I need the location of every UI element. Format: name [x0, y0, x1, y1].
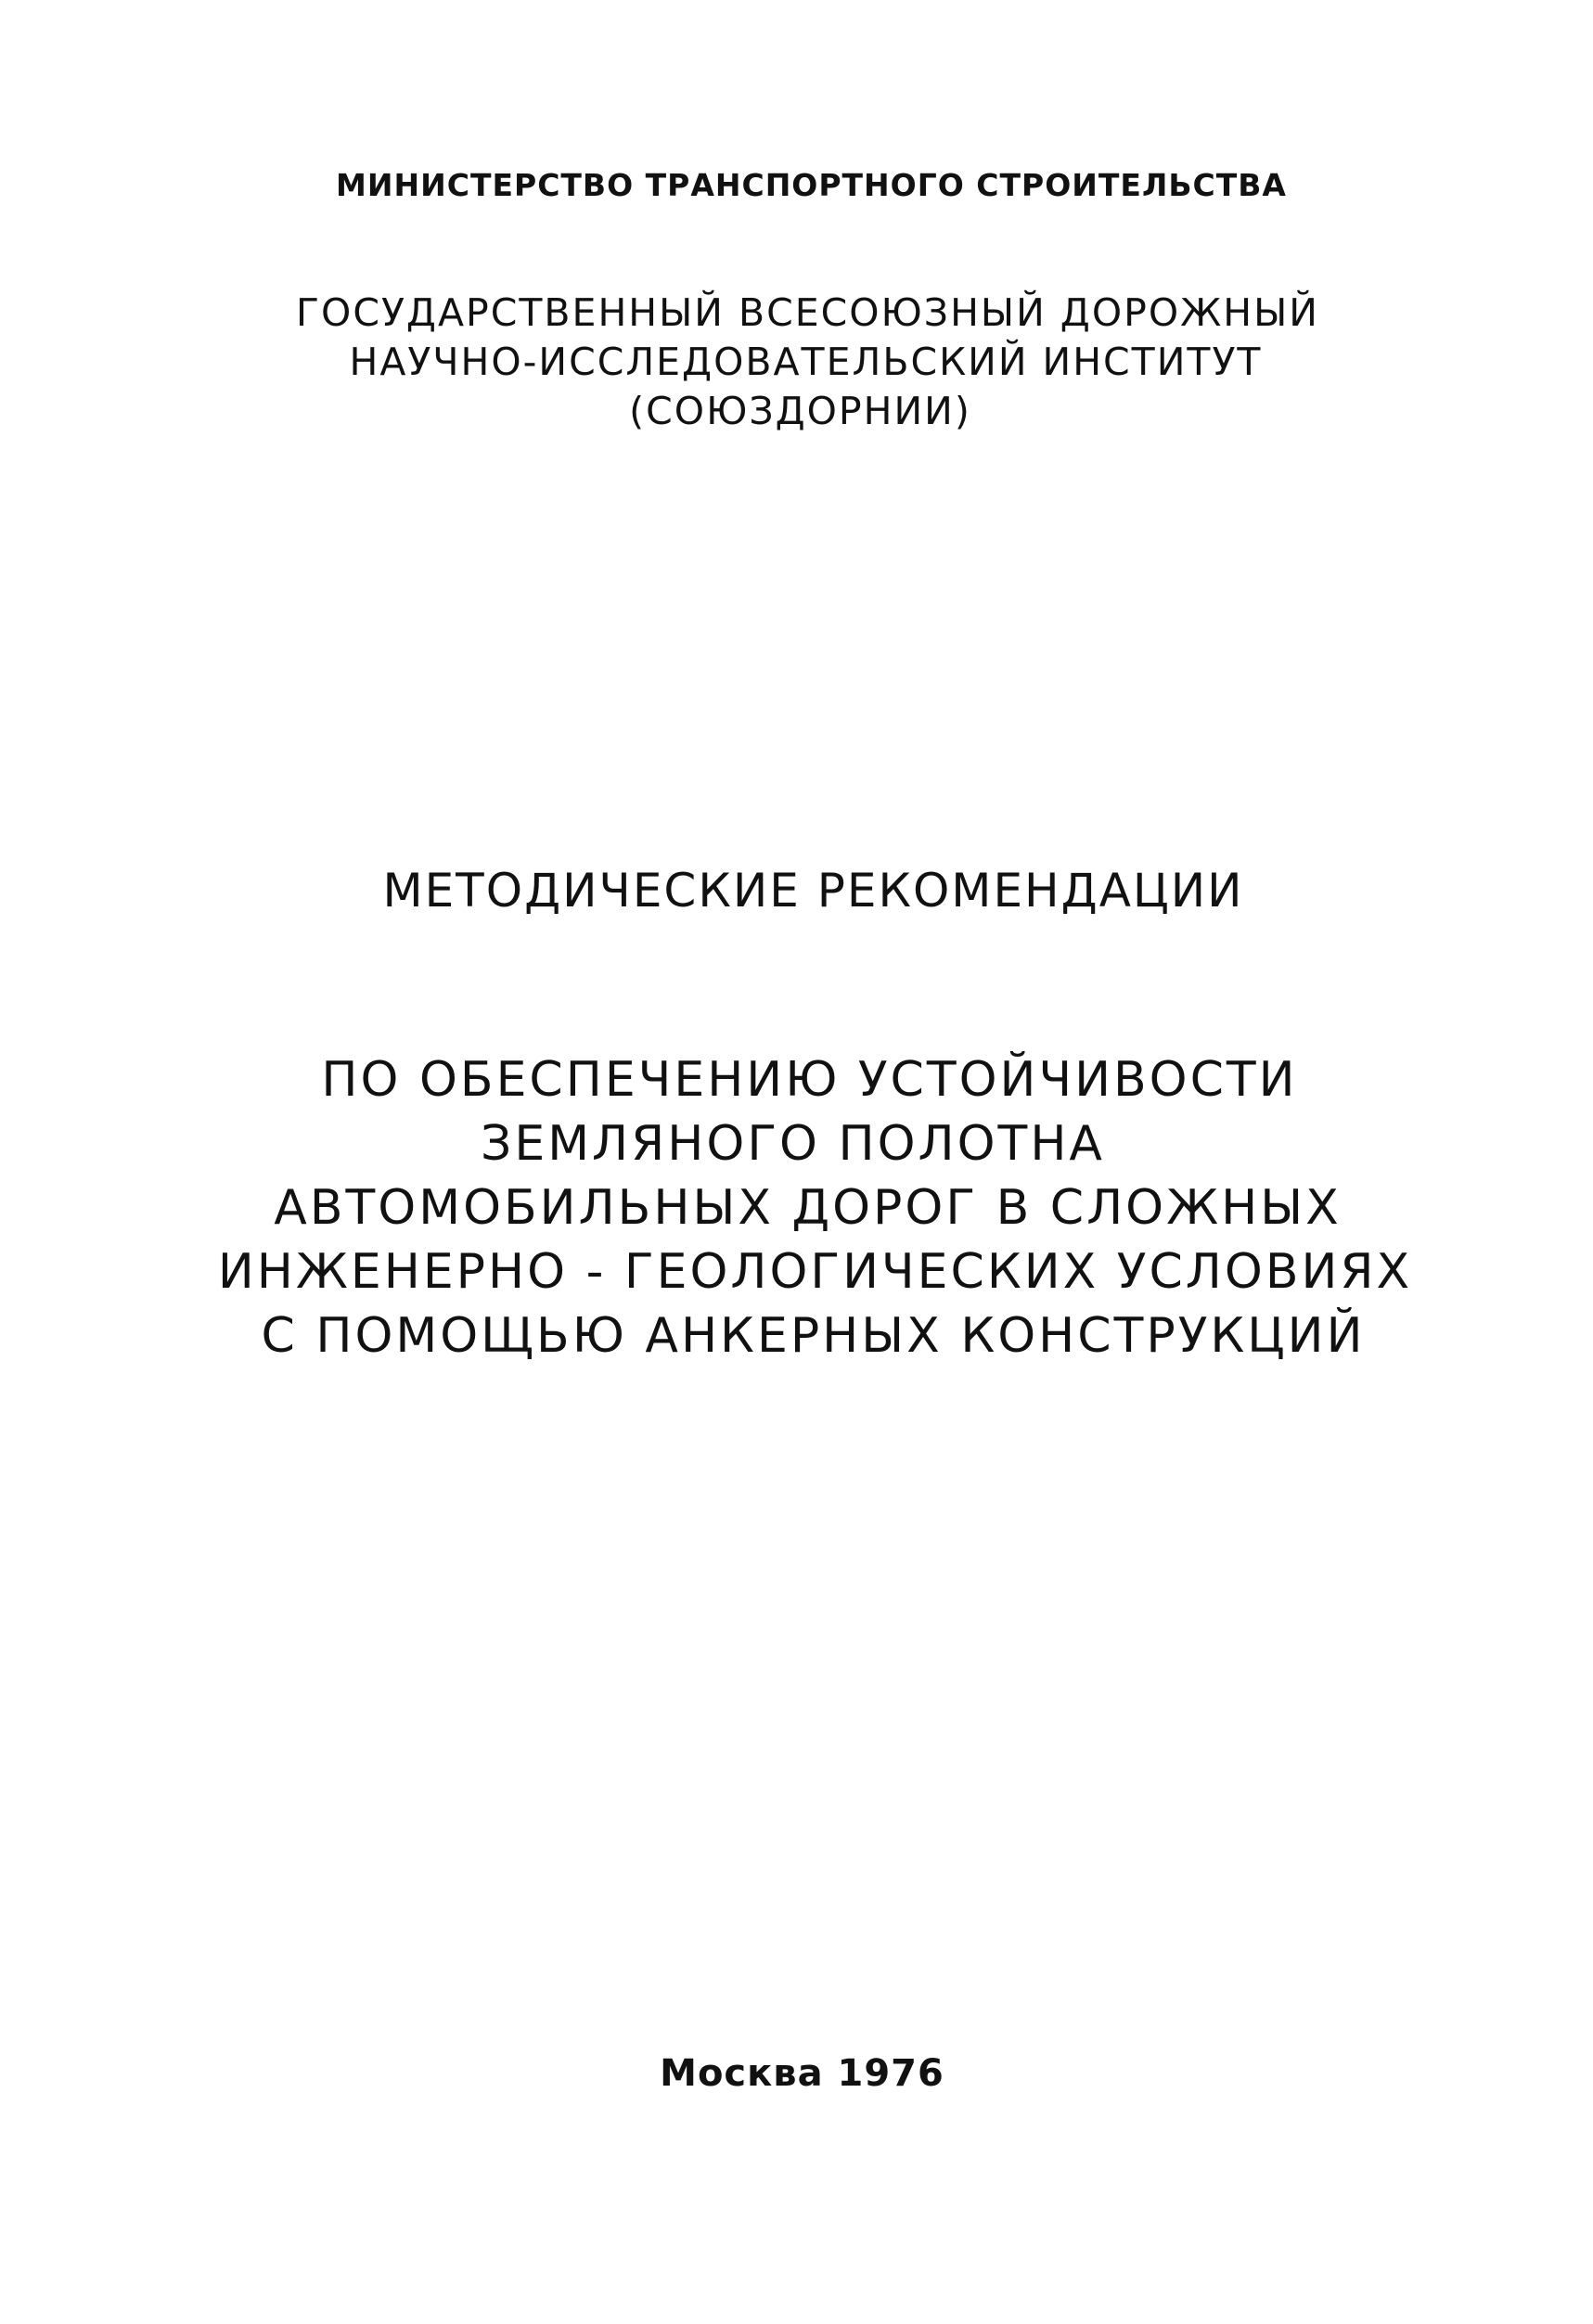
document-type: МЕТОДИЧЕСКИЕ РЕКОМЕНДАЦИИ — [382, 864, 1244, 918]
institute-abbreviation: (СОЮЗДОРНИИ) — [629, 389, 971, 433]
publication-place-year: Москва 1976 — [660, 2052, 944, 2095]
document-title-line: АВТОМОБИЛЬНЫХ ДОРОГ В СЛОЖНЫХ — [274, 1180, 1342, 1236]
ministry-name: МИНИСТЕРСТВО ТРАНСПОРТНОГО СТРОИТЕЛЬСТВА — [336, 167, 1287, 203]
institute-name-line-1: ГОСУДАРСТВЕННЫЙ ВСЕСОЮЗНЫЙ ДОРОЖНЫЙ — [296, 290, 1319, 335]
institute-name-line-2: НАУЧНО-ИССЛЕДОВАТЕЛЬСКИЙ ИНСТИТУТ — [349, 340, 1263, 384]
document-title-line: ИНЖЕНЕРНО - ГЕОЛОГИЧЕСКИХ УСЛОВИЯХ — [217, 1244, 1413, 1300]
document-title-line: С ПОМОЩЬЮ АНКЕРНЫХ КОНСТРУКЦИЙ — [261, 1308, 1366, 1364]
document-title-line: ПО ОБЕСПЕЧЕНИЮ УСТОЙЧИВОСТИ — [321, 1052, 1298, 1108]
document-title-line: ЗЕМЛЯНОГО ПОЛОТНА — [481, 1116, 1105, 1172]
